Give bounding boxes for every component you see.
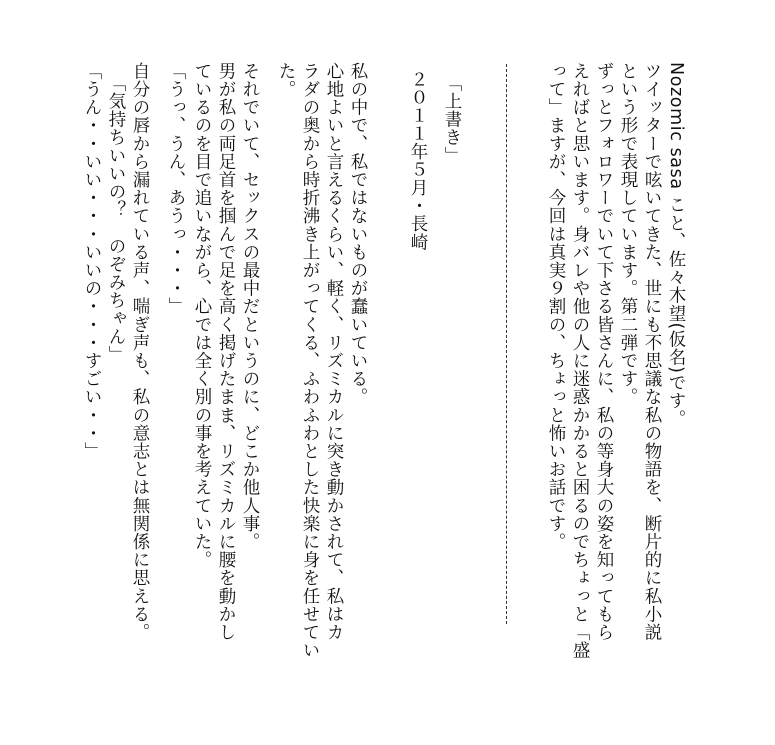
intro-line-2: ツイッターで呟いてきた、世にも不思議な私の物語を、断片的に私小説 bbox=[642, 62, 662, 642]
body-line-8: 「うっ、うん、あうっ・・・」 bbox=[166, 62, 186, 316]
body-line-9: 自分の唇から漏れている声、喘ぎ声も、私の意志とは無関係に思える。 bbox=[130, 62, 150, 642]
dashed-separator bbox=[506, 64, 507, 624]
intro-line-3: という形で表現しています。第二弾です。 bbox=[618, 62, 638, 406]
intro-line-5: えればと思います。身バレや他の人に迷惑かかると困るのでちょっと「盛 bbox=[570, 62, 590, 660]
body-line-6: 男が私の両足首を掴んで足を高く掲げたまま、リズミカルに腰を動かし bbox=[216, 62, 236, 642]
body-line-3: ラダの奥から時折沸き上がってくる、ふわふわとした快楽に身を任せてい bbox=[300, 62, 320, 660]
body-line-11: 「うん・・いい・・・いいの・・・すごい・・」 bbox=[82, 62, 102, 461]
body-line-1: 私の中で、私ではないものが蠢いている。 bbox=[348, 62, 368, 406]
body-line-7: ているのを目で追いながら、心では全く別の事を考えていた。 bbox=[192, 62, 212, 569]
body-line-4: た。 bbox=[276, 62, 296, 99]
body-line-2: 心地よいと言えるくらい、軽く、リズミカルに突き動かされて、私はカ bbox=[324, 62, 344, 642]
body-line-5: それでいて、セックスの最中だというのに、どこか他人事。 bbox=[240, 62, 260, 551]
story-date-place: ２０１１年５月・長崎 bbox=[408, 70, 428, 251]
body-line-10: 「気持ちいいの？ のぞみちゃん」 bbox=[106, 74, 126, 364]
intro-line-4: ずっとフォロワーでいて下さる皆さんに、私の等身大の姿を知ってもら bbox=[594, 62, 614, 642]
intro-line-1: Nozomic sasa こと、佐々木望(仮名)です。 bbox=[666, 62, 686, 428]
intro-line-6: って」ますが、今回は真実９割の、ちょっと怖いお話です。 bbox=[546, 62, 566, 551]
story-title: 「上書き」 bbox=[442, 74, 462, 165]
